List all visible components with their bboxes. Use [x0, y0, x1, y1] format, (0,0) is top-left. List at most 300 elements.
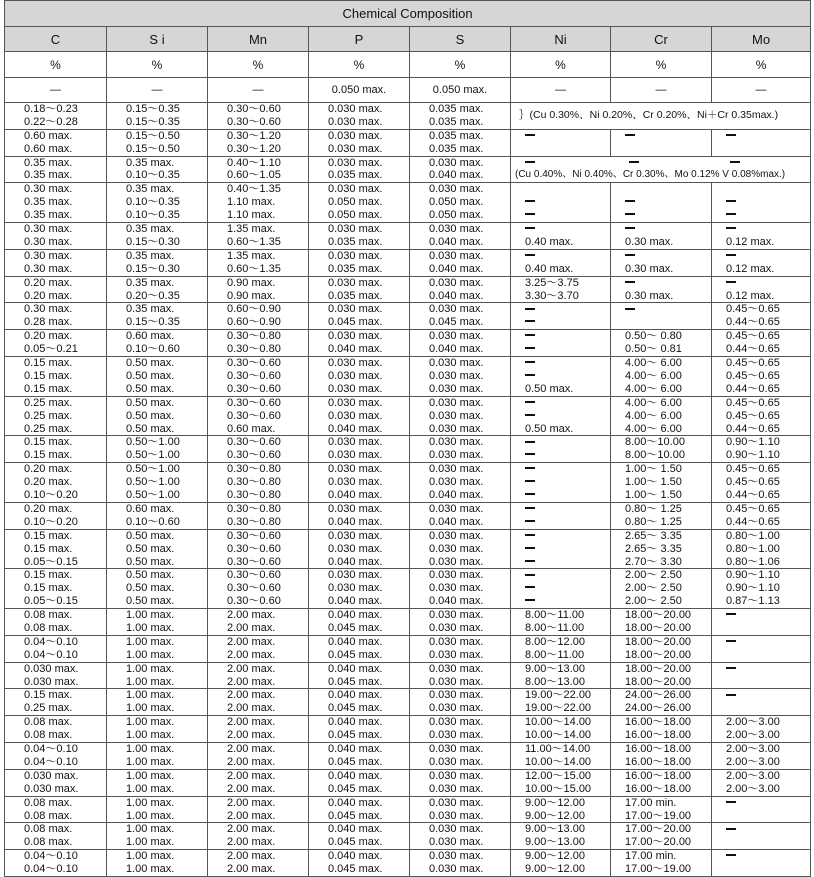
value-line: [511, 397, 610, 410]
spec-cell: —: [511, 78, 611, 103]
cell-cr: [611, 249, 712, 276]
value-line: [511, 476, 610, 489]
value-line: 0.15～0.30: [126, 262, 180, 275]
value-line: 2.65～ 3.35: [625, 542, 682, 555]
value-line: 0.50～1.00: [126, 463, 180, 476]
value-line: 1.00 max.: [126, 809, 175, 822]
value-line: 0.030 max.: [328, 129, 383, 142]
cell-mn: [208, 223, 309, 250]
cell-ni: [511, 436, 611, 463]
dash-mark: [625, 200, 635, 202]
cell-s: [410, 303, 511, 330]
value-line: 0.60～1.05: [227, 169, 281, 182]
cell-mo: [712, 303, 811, 330]
value-line: 0.30～0.60: [227, 396, 281, 409]
cell-cr: [611, 569, 712, 609]
cell-mo: [712, 796, 811, 823]
dash-mark: [525, 560, 535, 562]
dash-mark: [525, 254, 535, 256]
dash-mark: [525, 401, 535, 403]
value-line: [511, 330, 610, 343]
value-line: 0.15～0.35: [126, 316, 180, 329]
composition-group-row: [5, 635, 811, 662]
cell-c: [5, 569, 107, 609]
value-line: 0.15 max.: [24, 529, 73, 542]
cell-c: [5, 156, 107, 183]
cell-cr: [611, 743, 712, 770]
dash-mark: [525, 441, 535, 443]
value-line: 0.030 max.: [328, 369, 383, 382]
value-line: 0.35 max.: [24, 209, 73, 222]
value-line: 0.08 max.: [24, 796, 73, 809]
dash-mark: [525, 453, 535, 455]
value-line: 0.50 max.: [126, 357, 175, 370]
value-line: 0.50～ 0.80: [625, 330, 682, 343]
value-line: 0.15 max.: [24, 582, 73, 595]
value-line: 0.030 max.: [328, 449, 383, 462]
value-line: 1.35 max.: [227, 223, 276, 236]
value-line: 0.040 max.: [328, 716, 383, 729]
value-line: 0.030 max.: [429, 542, 484, 555]
value-line: 0.040 max.: [429, 289, 484, 302]
value-line: 0.030 max.: [429, 369, 484, 382]
value-line: 0.45～0.65: [726, 409, 780, 422]
value-line: 17.00～19.00: [625, 863, 692, 876]
value-line: 0.10～0.60: [126, 515, 180, 528]
value-line: 0.45～0.65: [726, 369, 780, 382]
value-line: 17.00～20.00: [625, 836, 692, 849]
cell-mn: [208, 823, 309, 850]
column-header: C: [5, 27, 107, 52]
dash-mark: [525, 227, 535, 229]
value-line: 4.00～ 6.00: [625, 357, 682, 370]
spec-cell: 0.050 max.: [410, 78, 511, 103]
value-line: 0.30 max.: [625, 289, 674, 302]
value-line: 18.00～20.00: [625, 675, 692, 688]
cell-s: [410, 156, 511, 183]
cell-p: [309, 850, 410, 877]
cell-mn: [208, 716, 309, 743]
cell-mo: [712, 769, 811, 796]
value-line: 0.50～ 0.81: [625, 343, 682, 356]
spec-cell: 0.050 max.: [309, 78, 410, 103]
dash-mark: [730, 161, 740, 163]
value-line: 0.040 max.: [328, 689, 383, 702]
value-line: 0.030 max.: [429, 409, 484, 422]
value-line: 2.00 max.: [227, 769, 276, 782]
note-text: ｝(Cu 0.30%、Ni 0.20%、Cr 0.20%、Ni＋Cr 0.35max.): [519, 109, 779, 121]
value-line: 0.030 max.: [328, 223, 383, 236]
value-line: 10.00～14.00: [525, 729, 592, 742]
value-line: 17.00～19.00: [625, 809, 692, 822]
value-line: 1.00 max.: [126, 648, 175, 661]
dash-mark: [525, 320, 535, 322]
value-line: 1.00 max.: [126, 662, 175, 675]
value-line: 0.50～1.00: [126, 449, 180, 462]
value-line: 0.045 max.: [328, 648, 383, 661]
dash-mark: [525, 493, 535, 495]
value-line: 2.00～ 2.50: [625, 582, 682, 595]
value-line: [511, 595, 610, 608]
cell-si: [107, 635, 208, 662]
value-line: 0.045 max.: [328, 782, 383, 795]
value-line: 0.30～0.60: [227, 449, 281, 462]
value-line: 9.00～12.00: [525, 863, 585, 876]
value-line: 0.040 max.: [328, 595, 383, 608]
cell-c: [5, 129, 107, 156]
dash-mark: [525, 213, 535, 215]
value-line: 24.00～26.00: [625, 689, 692, 702]
value-line: 0.04～0.10: [24, 863, 78, 876]
value-line: 0.030 max.: [429, 716, 484, 729]
cell-mn: [208, 330, 309, 357]
cell-si: [107, 529, 208, 569]
value-line: 2.65～ 3.35: [625, 529, 682, 542]
cell-mo: [712, 330, 811, 357]
cell-cr: [611, 529, 712, 569]
value-line: 0.90～1.10: [726, 436, 780, 449]
cell-cr: [611, 796, 712, 823]
value-line: [712, 196, 810, 209]
value-line: 0.040 max.: [429, 489, 484, 502]
cell-s: [410, 223, 511, 250]
dash-mark: [525, 134, 535, 136]
value-line: [511, 556, 610, 569]
unit-cell: %: [511, 52, 611, 78]
value-line: 0.040 max.: [429, 515, 484, 528]
value-line: 0.15 max.: [24, 569, 73, 582]
dash-mark: [625, 227, 635, 229]
cell-ni: [511, 183, 611, 223]
value-line: 0.40 max.: [525, 235, 574, 248]
value-line: 8.00～12.00: [525, 635, 585, 648]
value-line: [511, 410, 610, 423]
composition-group-row: [5, 502, 811, 529]
value-line: 2.00 max.: [227, 702, 276, 715]
value-line: [712, 663, 810, 676]
value-line: [511, 196, 610, 209]
value-line: 0.15～0.30: [126, 235, 180, 248]
value-line: 2.70～ 3.30: [625, 555, 682, 568]
value-line: 0.030 max.: [328, 476, 383, 489]
cell-mo: [712, 183, 811, 223]
value-line: 0.030 max.: [429, 755, 484, 768]
cell-mn: [208, 129, 309, 156]
value-line: 0.030 max.: [429, 743, 484, 756]
cell-p: [309, 330, 410, 357]
value-line: 2.00～3.00: [726, 716, 780, 729]
dash-mark: [525, 200, 535, 202]
value-line: 0.30～0.80: [227, 476, 281, 489]
composition-group-row: [5, 330, 811, 357]
cell-c: [5, 769, 107, 796]
value-line: 2.00 max.: [227, 689, 276, 702]
cell-c: [5, 662, 107, 689]
composition-table-container: [4, 0, 810, 877]
cell-s: [410, 662, 511, 689]
value-line: 0.030 max.: [328, 582, 383, 595]
value-line: 0.030 max.: [429, 621, 484, 634]
value-line: 0.50 max.: [126, 529, 175, 542]
value-line: 0.50 max.: [126, 542, 175, 555]
value-line: 0.030 max.: [429, 357, 484, 370]
cell-ni: [511, 129, 611, 156]
value-line: 16.00～18.00: [625, 743, 692, 756]
value-line: 2.00 max.: [227, 836, 276, 849]
value-line: 0.030 max.: [429, 529, 484, 542]
composition-group-row: [5, 769, 811, 796]
value-line: 0.50 max.: [525, 422, 574, 435]
dash-mark: [625, 308, 635, 310]
dash-mark: [525, 334, 535, 336]
value-line: 0.30～0.60: [227, 529, 281, 542]
dash-mark: [525, 520, 535, 522]
value-line: 0.30～0.80: [227, 515, 281, 528]
value-line: 9.00～13.00: [525, 836, 585, 849]
value-line: 1.00 max.: [126, 621, 175, 634]
value-line: [611, 196, 711, 209]
value-line: 17.00 min.: [625, 796, 677, 809]
value-line: 0.05～0.15: [24, 595, 78, 608]
spec-row: [5, 78, 811, 103]
value-line: 0.035 max.: [328, 235, 383, 248]
cell-cr: [611, 662, 712, 689]
value-line: 4.00～ 6.00: [625, 396, 682, 409]
cell-s: [410, 716, 511, 743]
value-line: 1.00 max.: [126, 796, 175, 809]
value-line: 9.00～12.00: [525, 850, 585, 863]
cell-c: [5, 796, 107, 823]
cell-cr: [611, 850, 712, 877]
value-line: 0.030 max.: [429, 675, 484, 688]
cell-si: [107, 156, 208, 183]
cell-si: [107, 569, 208, 609]
dash-mark: [726, 667, 736, 669]
cell-cr: [611, 183, 712, 223]
value-line: 0.030 max.: [429, 635, 484, 648]
cell-c: [5, 823, 107, 850]
cell-c: [5, 330, 107, 357]
value-line: 0.030 max.: [429, 609, 484, 622]
value-line: [712, 797, 810, 810]
cell-si: [107, 850, 208, 877]
value-line: 0.050 max.: [429, 209, 484, 222]
cell-si: [107, 436, 208, 463]
value-line: 0.030 max.: [429, 436, 484, 449]
value-line: 8.00～10.00: [625, 449, 685, 462]
value-line: 0.15 max.: [24, 369, 73, 382]
value-line: 3.30～3.70: [525, 289, 579, 302]
value-line: 3.25～3.75: [525, 276, 579, 289]
value-line: 0.44～0.65: [726, 422, 780, 435]
value-line: 0.045 max.: [328, 836, 383, 849]
value-line: 10.00～14.00: [525, 755, 592, 768]
cell-s: [410, 569, 511, 609]
cell-mn: [208, 769, 309, 796]
unit-cell: %: [410, 52, 511, 78]
cell-mn: [208, 609, 309, 636]
value-line: 0.30～0.80: [227, 489, 281, 502]
cell-mo: [712, 357, 811, 397]
composition-group-row: [5, 303, 811, 330]
cell-mo: [712, 129, 811, 156]
value-line: 1.10 max.: [227, 209, 276, 222]
value-line: 0.35 max.: [24, 169, 73, 182]
value-line: 0.30～0.60: [227, 436, 281, 449]
value-line: 16.00～18.00: [625, 716, 692, 729]
cell-ni: [511, 357, 611, 397]
value-line: 2.00 max.: [227, 796, 276, 809]
dash-mark: [525, 467, 535, 469]
value-line: 0.80～1.00: [726, 542, 780, 555]
value-line: 2.00 max.: [227, 729, 276, 742]
value-line: 0.08 max.: [24, 836, 73, 849]
value-line: 0.030 max.: [429, 476, 484, 489]
dash-mark: [525, 361, 535, 363]
unit-cell: %: [107, 52, 208, 78]
value-line: 0.90 max.: [227, 289, 276, 302]
value-line: 0.030 max.: [328, 357, 383, 370]
value-line: 0.30～0.60: [227, 103, 281, 115]
value-line: 0.030 max.: [429, 689, 484, 702]
cell-c: [5, 716, 107, 743]
cell-si: [107, 249, 208, 276]
value-line: 0.50 max.: [525, 382, 574, 395]
unit-cell: %: [208, 52, 309, 78]
value-line: 0.050 max.: [328, 196, 383, 209]
cell-mo: [712, 716, 811, 743]
chemical-composition-table: [4, 0, 811, 877]
value-line: 0.10～0.60: [126, 343, 180, 356]
value-line: 0.08 max.: [24, 716, 73, 729]
dash-mark: [525, 547, 535, 549]
value-line: 0.10～0.35: [126, 169, 180, 182]
value-line: 0.18～0.23: [24, 103, 78, 115]
value-line: 0.050 max.: [328, 209, 383, 222]
dash-mark: [625, 254, 635, 256]
cell-c: [5, 183, 107, 223]
composition-group-row: [5, 249, 811, 276]
value-line: 0.30～0.80: [227, 463, 281, 476]
value-line: 0.50 max.: [126, 569, 175, 582]
value-line: 0.35 max.: [126, 183, 175, 196]
value-line: 10.00～15.00: [525, 782, 592, 795]
note-cell: [511, 103, 811, 130]
cell-cr: [611, 463, 712, 503]
value-line: [611, 209, 711, 222]
cell-si: [107, 396, 208, 436]
value-line: [712, 277, 810, 290]
value-line: 0.045 max.: [429, 316, 484, 329]
value-line: 0.030 max.: [429, 156, 484, 169]
cell-s: [410, 183, 511, 223]
dash-mark: [726, 801, 736, 803]
value-line: 0.30～1.20: [227, 142, 281, 155]
value-line: 0.030 max.: [429, 769, 484, 782]
value-line: 0.20 max.: [24, 463, 73, 476]
cell-c: [5, 357, 107, 397]
table-title: Chemical Composition: [5, 1, 811, 27]
value-line: [611, 277, 711, 290]
value-line: 0.030 max.: [429, 850, 484, 863]
dash-mark: [629, 161, 639, 163]
value-line: 0.50～1.00: [126, 476, 180, 489]
cell-si: [107, 769, 208, 796]
cell-p: [309, 357, 410, 397]
value-line: [511, 250, 610, 263]
value-line: 8.00～10.00: [625, 436, 685, 449]
dash-mark: [726, 254, 736, 256]
value-line: 0.30～0.60: [227, 409, 281, 422]
value-line: 0.50 max.: [126, 422, 175, 435]
cell-mo: [712, 396, 811, 436]
value-line: 0.50 max.: [126, 595, 175, 608]
cell-mn: [208, 502, 309, 529]
value-line: 0.040 max.: [429, 235, 484, 248]
value-line: 1.00 max.: [126, 675, 175, 688]
composition-group-row: [5, 357, 811, 397]
value-line: 0.87～1.13: [726, 595, 780, 608]
value-line: 0.30～0.60: [227, 582, 281, 595]
value-line: 0.030 max.: [429, 276, 484, 289]
value-line: 0.50 max.: [126, 582, 175, 595]
cell-cr: [611, 129, 712, 156]
cell-mn: [208, 396, 309, 436]
dash-mark: [525, 308, 535, 310]
cell-p: [309, 396, 410, 436]
value-line: 0.030 max.: [328, 542, 383, 555]
value-line: 1.00 max.: [126, 716, 175, 729]
cell-ni: [511, 635, 611, 662]
column-header: S i: [107, 27, 208, 52]
dash-mark: [525, 574, 535, 576]
composition-group-row: [5, 743, 811, 770]
value-line: 0.040 max.: [328, 609, 383, 622]
composition-group-row: [5, 529, 811, 569]
cell-ni: [511, 330, 611, 357]
value-line: 16.00～18.00: [625, 782, 692, 795]
value-line: 0.030 max.: [24, 662, 79, 675]
composition-group-row: [5, 850, 811, 877]
cell-p: [309, 129, 410, 156]
value-line: 1.00 max.: [126, 635, 175, 648]
value-line: 0.90～1.10: [726, 449, 780, 462]
value-line: 0.60 max.: [126, 330, 175, 343]
value-line: 0.35 max.: [126, 249, 175, 262]
value-line: 0.08 max.: [24, 621, 73, 634]
cell-s: [410, 436, 511, 463]
value-line: 0.030 max.: [429, 836, 484, 849]
value-line: 0.60 max.: [227, 422, 276, 435]
cell-s: [410, 850, 511, 877]
value-line: 11.00～14.00: [525, 743, 591, 756]
value-line: 0.035 max.: [429, 129, 484, 142]
value-line: 0.04～0.10: [24, 648, 78, 661]
value-line: 0.040 max.: [328, 769, 383, 782]
cell-c: [5, 303, 107, 330]
value-line: 0.40～1.10: [227, 156, 281, 169]
value-line: 0.045 max.: [328, 729, 383, 742]
value-line: 0.10～0.35: [126, 209, 180, 222]
cell-cr: [611, 396, 712, 436]
cell-mo: [712, 609, 811, 636]
cell-cr: [611, 635, 712, 662]
value-line: 0.30～0.60: [227, 369, 281, 382]
dash-mark: [525, 347, 535, 349]
dash-mark: [525, 534, 535, 536]
cell-mo: [712, 276, 811, 303]
value-line: 0.04～0.10: [24, 635, 78, 648]
